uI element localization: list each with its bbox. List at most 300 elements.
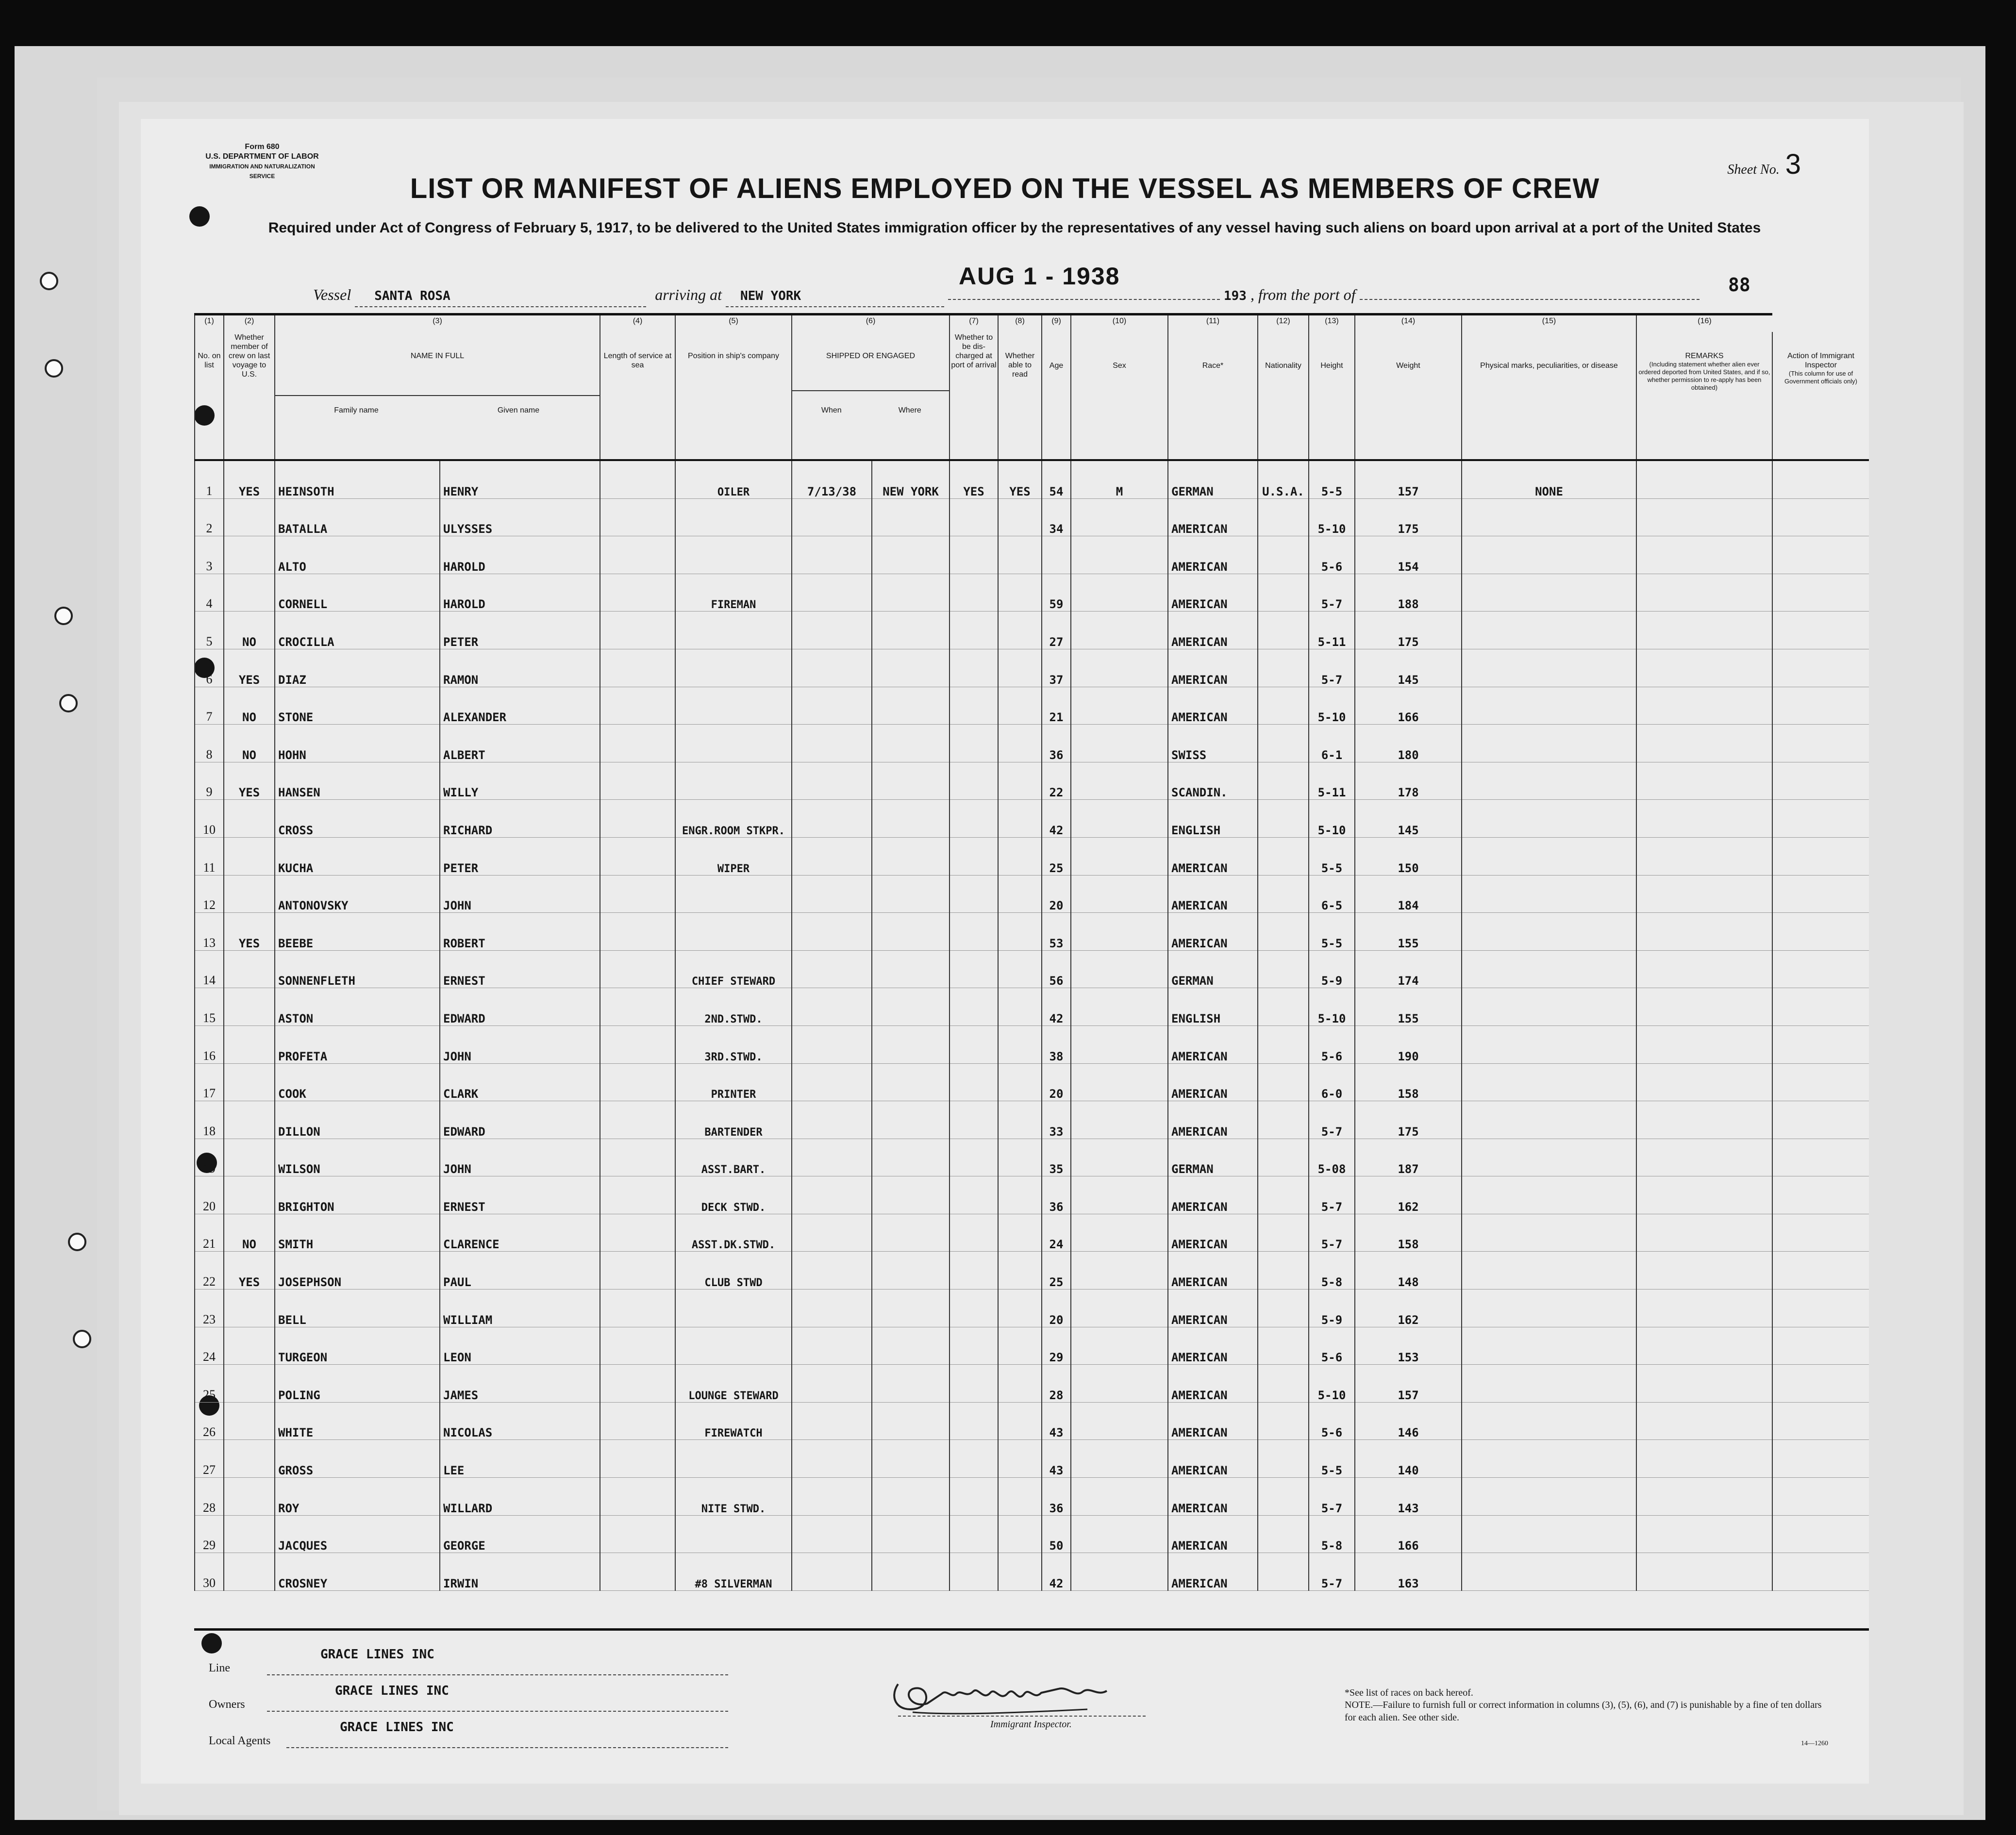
family-name-cell: CROSS [275, 800, 440, 838]
position-cell [675, 612, 792, 649]
given-name-cell: JOHN [440, 875, 600, 913]
able-to-read-cell [998, 1252, 1042, 1289]
race-cell: AMERICAN [1168, 1515, 1258, 1553]
shipped-where-cell [872, 1402, 950, 1440]
family-name-cell: JOSEPHSON [275, 1252, 440, 1289]
inspector-action-cell [1772, 725, 1869, 762]
row-number-cell: 16 [195, 1025, 224, 1063]
height-cell: 5-7 [1309, 1478, 1355, 1516]
physical-marks-cell [1462, 1025, 1636, 1063]
age-cell: 29 [1042, 1327, 1071, 1365]
remarks-cell [1636, 1440, 1772, 1478]
length-of-service-cell [600, 1101, 675, 1139]
previous-voyage-cell: YES [224, 649, 275, 687]
height-cell: 5-10 [1309, 800, 1355, 838]
table-row [195, 1101, 1869, 1139]
discharged-cell [950, 875, 998, 913]
shipped-when-cell [792, 875, 872, 913]
previous-voyage-cell [224, 1553, 275, 1591]
header-position: Position in ship's company [675, 332, 792, 460]
discharged-cell [950, 837, 998, 875]
nationality-cell [1258, 725, 1309, 762]
length-of-service-cell [600, 988, 675, 1026]
previous-voyage-cell [224, 1139, 275, 1176]
binder-hole [54, 607, 73, 625]
previous-voyage-cell [224, 875, 275, 913]
table-row [195, 574, 1869, 612]
race-cell: AMERICAN [1168, 837, 1258, 875]
position-cell [675, 1515, 792, 1553]
table-row [195, 762, 1869, 800]
family-name-cell: BELL [275, 1289, 440, 1327]
inspector-action-cell [1772, 1515, 1869, 1553]
shipped-when-cell [792, 1214, 872, 1252]
age-cell: 36 [1042, 725, 1071, 762]
col-num: (11) [1168, 314, 1258, 332]
given-name-cell: WILLARD [440, 1478, 600, 1516]
row-number-cell: 21 [195, 1214, 224, 1252]
arrival-date-stamp: AUG 1 - 1938 [959, 263, 1120, 290]
age-cell [1042, 536, 1071, 574]
shipped-where-cell [872, 1478, 950, 1516]
able-to-read-cell [998, 950, 1042, 988]
able-to-read-cell [998, 1402, 1042, 1440]
table-row [195, 1214, 1869, 1252]
nationality-cell [1258, 762, 1309, 800]
length-of-service-cell [600, 574, 675, 612]
remarks-cell [1636, 725, 1772, 762]
length-of-service-cell [600, 649, 675, 687]
family-name-cell: DIAZ [275, 649, 440, 687]
weight-cell: 163 [1355, 1553, 1462, 1591]
position-cell: FIREWATCH [675, 1402, 792, 1440]
given-name-cell: ROBERT [440, 913, 600, 951]
weight-cell: 157 [1355, 460, 1462, 498]
shipped-when-cell [792, 649, 872, 687]
family-name-cell: HANSEN [275, 762, 440, 800]
discharged-cell [950, 1139, 998, 1176]
shipped-when-cell [792, 1327, 872, 1365]
previous-voyage-cell [224, 498, 275, 536]
binder-hole [73, 1330, 91, 1348]
inspector-action-cell [1772, 687, 1869, 725]
previous-voyage-cell: NO [224, 725, 275, 762]
position-cell: OILER [675, 460, 792, 498]
shipped-when-cell [792, 950, 872, 988]
shipped-when-cell [792, 1289, 872, 1327]
owners-label: Owners [209, 1698, 245, 1711]
shipped-where-cell [872, 913, 950, 951]
physical-marks-cell [1462, 1553, 1636, 1591]
able-to-read-cell [998, 1025, 1042, 1063]
previous-voyage-cell [224, 1101, 275, 1139]
sex-cell [1071, 1327, 1168, 1365]
shipped-when-cell [792, 913, 872, 951]
name-in-full-label: NAME IN FULL [275, 332, 600, 396]
race-cell: SWISS [1168, 725, 1258, 762]
height-cell: 5-6 [1309, 536, 1355, 574]
header-name-in-full [275, 332, 600, 460]
table-row [195, 875, 1869, 913]
shipped-when-cell [792, 1139, 872, 1176]
row-number-cell: 15 [195, 988, 224, 1026]
physical-marks-cell [1462, 612, 1636, 649]
weight-cell: 158 [1355, 1063, 1462, 1101]
previous-voyage-cell [224, 800, 275, 838]
shipped-where-cell [872, 1289, 950, 1327]
height-cell: 5-11 [1309, 612, 1355, 649]
position-cell: #8 SILVERMAN [675, 1553, 792, 1591]
previous-voyage-cell: YES [224, 762, 275, 800]
row-number-cell: 24 [195, 1327, 224, 1365]
race-cell: AMERICAN [1168, 1289, 1258, 1327]
family-name-cell: CROSNEY [275, 1553, 440, 1591]
inspector-action-cell [1772, 1478, 1869, 1516]
position-cell: ASST.DK.STWD. [675, 1214, 792, 1252]
sex-cell [1071, 1515, 1168, 1553]
race-cell: AMERICAN [1168, 1440, 1258, 1478]
shipped-when-cell [792, 1515, 872, 1553]
nationality-cell [1258, 1478, 1309, 1516]
physical-marks-cell [1462, 800, 1636, 838]
shipped-when-cell [792, 1063, 872, 1101]
discharged-cell [950, 950, 998, 988]
print-code: 14—1260 [1801, 1740, 1828, 1747]
physical-marks-cell [1462, 837, 1636, 875]
table-row [195, 725, 1869, 762]
able-to-read-cell [998, 1365, 1042, 1403]
col-num: (5) [675, 314, 792, 332]
shipped-where-cell [872, 837, 950, 875]
shipped-when-cell: 7/13/38 [792, 460, 872, 498]
inspector-action-cell [1772, 837, 1869, 875]
row-number-cell: 28 [195, 1478, 224, 1516]
race-cell: AMERICAN [1168, 536, 1258, 574]
discharged-cell [950, 612, 998, 649]
height-cell: 5-9 [1309, 1289, 1355, 1327]
race-cell: AMERICAN [1168, 1214, 1258, 1252]
able-to-read-cell [998, 612, 1042, 649]
remarks-cell [1636, 1289, 1772, 1327]
discharged-cell [950, 1365, 998, 1403]
age-cell: 27 [1042, 612, 1071, 649]
remarks-cell [1636, 913, 1772, 951]
shipped-when-cell [792, 725, 872, 762]
col-num: (10) [1071, 314, 1168, 332]
race-cell: AMERICAN [1168, 1478, 1258, 1516]
able-to-read-cell [998, 1214, 1042, 1252]
sex-cell [1071, 1176, 1168, 1214]
shipped-where-cell [872, 1515, 950, 1553]
family-name-cell: POLING [275, 1365, 440, 1403]
discharged-cell [950, 1402, 998, 1440]
discharged-cell [950, 687, 998, 725]
age-cell: 50 [1042, 1515, 1071, 1553]
sex-cell [1071, 1063, 1168, 1101]
col-num: (16) [1636, 314, 1772, 332]
weight-cell: 174 [1355, 950, 1462, 988]
row-number-cell: 10 [195, 800, 224, 838]
nationality-cell [1258, 1139, 1309, 1176]
height-cell: 5-5 [1309, 913, 1355, 951]
shipped-when-cell [792, 612, 872, 649]
weight-cell: 150 [1355, 837, 1462, 875]
position-cell [675, 536, 792, 574]
able-to-read-cell [998, 1289, 1042, 1327]
table-row [195, 1402, 1869, 1440]
table-row [195, 1176, 1869, 1214]
discharged-cell [950, 1440, 998, 1478]
shipped-where-cell [872, 1101, 950, 1139]
discharged-cell [950, 1289, 998, 1327]
position-cell: LOUNGE STEWARD [675, 1365, 792, 1403]
weight-cell: 162 [1355, 1176, 1462, 1214]
age-cell: 21 [1042, 687, 1071, 725]
length-of-service-cell [600, 837, 675, 875]
binder-hole [189, 206, 210, 227]
inspector-action-cell [1772, 950, 1869, 988]
sex-cell [1071, 1214, 1168, 1252]
table-row [195, 498, 1869, 536]
remarks-cell [1636, 1402, 1772, 1440]
physical-marks-cell [1462, 1214, 1636, 1252]
race-cell: AMERICAN [1168, 1176, 1258, 1214]
shipped-where-cell [872, 875, 950, 913]
family-name-cell: CROCILLA [275, 612, 440, 649]
length-of-service-cell [600, 1214, 675, 1252]
row-number-cell: 20 [195, 1176, 224, 1214]
length-of-service-cell [600, 1289, 675, 1327]
length-of-service-cell [600, 800, 675, 838]
inspector-action-cell [1772, 1252, 1869, 1289]
height-cell: 5-7 [1309, 574, 1355, 612]
discharged-cell [950, 536, 998, 574]
weight-cell: 190 [1355, 1025, 1462, 1063]
length-of-service-cell [600, 1553, 675, 1591]
shipped-where-cell [872, 1063, 950, 1101]
age-cell: 28 [1042, 1365, 1071, 1403]
col-num: (14) [1355, 314, 1462, 332]
given-name-cell: RICHARD [440, 800, 600, 838]
weight-cell: 178 [1355, 762, 1462, 800]
race-cell: AMERICAN [1168, 1327, 1258, 1365]
previous-voyage-cell [224, 536, 275, 574]
race-cell: AMERICAN [1168, 1402, 1258, 1440]
document-subtitle: Required under Act of Congress of February 5, 1917, to be delivered to the United States immigration officer by the representatives of any vessel having such aliens on board upon arrival at a port of the United States [268, 220, 1761, 236]
previous-voyage-cell [224, 1515, 275, 1553]
position-cell: CHIEF STEWARD [675, 950, 792, 988]
able-to-read-cell [998, 875, 1042, 913]
race-cell: GERMAN [1168, 1139, 1258, 1176]
inspector-action-cell [1772, 1063, 1869, 1101]
given-name-cell: JOHN [440, 1139, 600, 1176]
remarks-cell [1636, 1101, 1772, 1139]
shipped-where-cell [872, 536, 950, 574]
weight-cell: 155 [1355, 913, 1462, 951]
shipped-when-cell [792, 762, 872, 800]
header-able-read: Whether able to read [998, 332, 1042, 460]
table-row [195, 1365, 1869, 1403]
weight-cell: 175 [1355, 1101, 1462, 1139]
discharged-cell [950, 913, 998, 951]
length-of-service-cell [600, 1478, 675, 1516]
sex-cell [1071, 1365, 1168, 1403]
shipped-where-cell [872, 1440, 950, 1478]
position-cell [675, 875, 792, 913]
nationality-cell [1258, 612, 1309, 649]
inspector-action-cell [1772, 1289, 1869, 1327]
physical-marks-cell [1462, 1289, 1636, 1327]
discharged-cell [950, 1515, 998, 1553]
given-name-cell: ERNEST [440, 1176, 600, 1214]
age-cell: 53 [1042, 913, 1071, 951]
sex-cell [1071, 1101, 1168, 1139]
length-of-service-cell [600, 460, 675, 498]
able-to-read-cell [998, 1478, 1042, 1516]
race-cell: AMERICAN [1168, 1025, 1258, 1063]
previous-voyage-cell [224, 1440, 275, 1478]
shipped-where-cell [872, 1553, 950, 1591]
age-cell: 25 [1042, 1252, 1071, 1289]
shipped-when-cell [792, 1478, 872, 1516]
able-to-read-cell [998, 498, 1042, 536]
row-number-cell: 7 [195, 687, 224, 725]
header-discharged: Whether to be dis-charged at port of arrival [950, 332, 998, 460]
table-row [195, 687, 1869, 725]
inspector-action-cell [1772, 1365, 1869, 1403]
row-number-cell: 1 [195, 460, 224, 498]
given-name-cell: NICOLAS [440, 1402, 600, 1440]
family-name-cell: BATALLA [275, 498, 440, 536]
remarks-cell [1636, 687, 1772, 725]
physical-marks-cell [1462, 950, 1636, 988]
table-row [195, 913, 1869, 951]
table-row [195, 460, 1869, 498]
remarks-cell [1636, 574, 1772, 612]
family-name-cell: KUCHA [275, 837, 440, 875]
able-to-read-cell [998, 1440, 1042, 1478]
given-name-cell: RAMON [440, 649, 600, 687]
col-num: (4) [600, 314, 675, 332]
height-cell: 6-0 [1309, 1063, 1355, 1101]
sex-cell [1071, 988, 1168, 1026]
remarks-cell [1636, 1139, 1772, 1176]
weight-cell: 166 [1355, 1515, 1462, 1553]
physical-marks-cell [1462, 1440, 1636, 1478]
able-to-read-cell [998, 649, 1042, 687]
race-cell: AMERICAN [1168, 1553, 1258, 1591]
row-number-cell: 6 [195, 649, 224, 687]
given-name-cell: WILLIAM [440, 1289, 600, 1327]
previous-voyage-cell: YES [224, 1252, 275, 1289]
table-row [195, 1252, 1869, 1289]
nationality-cell [1258, 1176, 1309, 1214]
physical-marks-cell [1462, 725, 1636, 762]
physical-marks-cell [1462, 1402, 1636, 1440]
discharged-cell [950, 988, 998, 1026]
action-label: Action of Immigrant Inspector [1787, 352, 1854, 369]
row-number-cell: 23 [195, 1289, 224, 1327]
height-cell: 5-8 [1309, 1515, 1355, 1553]
remarks-label: REMARKS [1685, 352, 1724, 360]
race-cell: AMERICAN [1168, 913, 1258, 951]
shipped-when-cell [792, 1402, 872, 1440]
position-cell [675, 913, 792, 951]
sex-cell [1071, 649, 1168, 687]
shipped-where-cell [872, 725, 950, 762]
sheet-value: 3 [1785, 149, 1801, 180]
inspector-action-cell [1772, 1402, 1869, 1440]
table-row [195, 950, 1869, 988]
height-cell: 5-6 [1309, 1402, 1355, 1440]
previous-voyage-cell [224, 574, 275, 612]
sex-cell [1071, 536, 1168, 574]
position-cell [675, 1289, 792, 1327]
age-cell: 56 [1042, 950, 1071, 988]
weight-cell: 143 [1355, 1478, 1462, 1516]
remarks-cell [1636, 1515, 1772, 1553]
nationality-cell [1258, 837, 1309, 875]
previous-voyage-cell [224, 1327, 275, 1365]
physical-marks-cell [1462, 1327, 1636, 1365]
age-cell: 43 [1042, 1402, 1071, 1440]
race-cell: ENGLISH [1168, 800, 1258, 838]
given-name-cell: PETER [440, 612, 600, 649]
position-cell: ASST.BART. [675, 1139, 792, 1176]
family-name-cell: CORNELL [275, 574, 440, 612]
inspector-action-cell [1772, 1214, 1869, 1252]
row-number-cell: 19 [195, 1139, 224, 1176]
races-note: *See list of races on back hereof. [1345, 1687, 1473, 1698]
shipped-when-cell [792, 1176, 872, 1214]
shipped-when-cell [792, 687, 872, 725]
remarks-cell [1636, 950, 1772, 988]
line-label: Line [209, 1662, 230, 1674]
row-number-cell: 22 [195, 1252, 224, 1289]
height-cell: 5-10 [1309, 687, 1355, 725]
given-name-cell: PETER [440, 837, 600, 875]
given-name-cell: WILLY [440, 762, 600, 800]
table-row [195, 649, 1869, 687]
able-to-read-cell: YES [998, 460, 1042, 498]
position-cell: BARTENDER [675, 1101, 792, 1139]
height-cell: 5-10 [1309, 1365, 1355, 1403]
row-number-cell: 8 [195, 725, 224, 762]
col-num: (1) [195, 314, 224, 332]
shipped-when-cell [792, 1101, 872, 1139]
header-height: Height [1309, 332, 1355, 460]
physical-marks-cell [1462, 498, 1636, 536]
age-cell: 43 [1042, 1440, 1071, 1478]
previous-voyage-cell [224, 988, 275, 1026]
discharged-cell [950, 1252, 998, 1289]
able-to-read-cell [998, 762, 1042, 800]
remarks-cell [1636, 460, 1772, 498]
discharged-cell [950, 1553, 998, 1591]
height-cell: 5-10 [1309, 498, 1355, 536]
weight-cell: 175 [1355, 612, 1462, 649]
height-cell: 5-7 [1309, 1214, 1355, 1252]
able-to-read-cell [998, 725, 1042, 762]
col-num: (13) [1309, 314, 1355, 332]
able-to-read-cell [998, 687, 1042, 725]
shipped-when-cell [792, 1365, 872, 1403]
inspector-label: Immigrant Inspector. [990, 1719, 1072, 1730]
header-no-on-list: No. on list [195, 332, 224, 460]
previous-voyage-cell: YES [224, 913, 275, 951]
length-of-service-cell [600, 536, 675, 574]
physical-marks-cell [1462, 1365, 1636, 1403]
